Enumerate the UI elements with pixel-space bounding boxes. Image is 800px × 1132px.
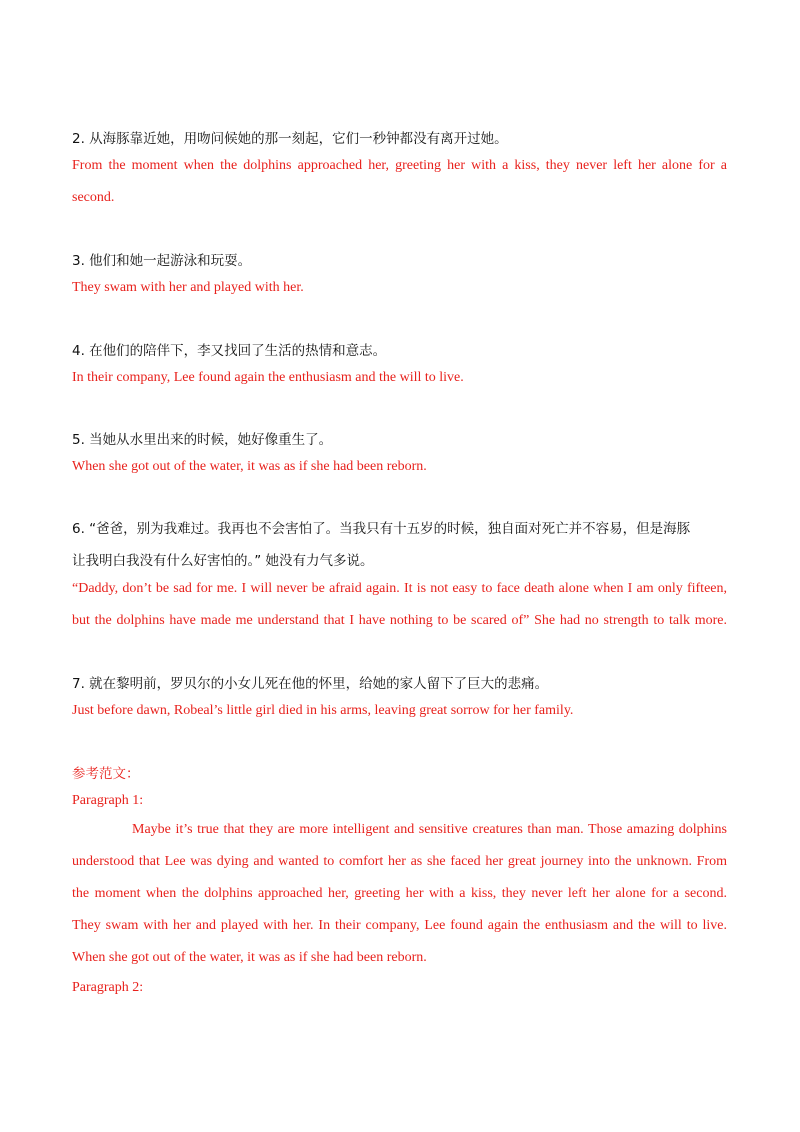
item-3-english: They swam with her and played with her. [72,280,304,295]
item-6-english-line-2: but the dolphins have made me understand that I have nothing to be scared of” She had no strength to talk more. [72,613,727,628]
item-6-chinese-line-2: 让我明白我没有什么好害怕的。” 她没有力气多说。 [72,553,374,569]
item-6-english-line-1: “Daddy, don’t be sad for me. I will never be afraid again. It is not easy to face death alone when I am only fifteen, [72,581,727,596]
item-4-english: In their company, Lee found again the enthusiasm and the will to live. [72,370,464,385]
paragraph-1-line-4: They swam with her and played with her. In their company, Lee found again the enthusiasm and the will to live. [72,918,727,933]
sample-essay-heading: 参考范文： [72,766,140,782]
paragraph-1-line-2: understood that Lee was dying and wanted to comfort her as she faced her great journey into the unknown. From [72,854,727,869]
item-5-chinese: 5. 当她从水里出来的时候，她好像重生了。 [72,432,333,448]
item-6-chinese-line-1: 6. “爸爸，别为我难过。我再也不会害怕了。当我只有十五岁的时候，独自面对死亡并不容易，但是海豚 [72,521,691,537]
item-3-chinese: 3. 他们和她一起游泳和玩耍。 [72,253,252,269]
paragraph-2-label: Paragraph 2: [72,980,144,995]
item-2-chinese: 2. 从海豚靠近她，用吻问候她的那一刻起，它们一秒钟都没有离开过她。 [72,131,508,147]
item-7-chinese: 7. 就在黎明前，罗贝尔的小女儿死在他的怀里，给她的家人留下了巨大的悲痛。 [72,676,549,692]
paragraph-1-line-5: When she got out of the water, it was as if she had been reborn. [72,950,427,965]
item-2-english-line-1: From the moment when the dolphins approached her, greeting her with a kiss, they never left her alone for a [72,158,727,173]
item-7-english: Just before dawn, Robeal’s little girl died in his arms, leaving great sorrow for her family. [72,703,574,718]
item-4-chinese: 4. 在他们的陪伴下，李又找回了生活的热情和意志。 [72,343,387,359]
item-5-english: When she got out of the water, it was as if she had been reborn. [72,459,427,474]
item-2-english-line-2: second. [72,190,115,205]
paragraph-1-line-1: Maybe it’s true that they are more intelligent and sensitive creatures than man. Those amazing dolphins [132,822,727,837]
paragraph-1-label: Paragraph 1: [72,793,144,808]
paragraph-1-line-3: the moment when the dolphins approached her, greeting her with a kiss, they never left her alone for a second. [72,886,727,901]
